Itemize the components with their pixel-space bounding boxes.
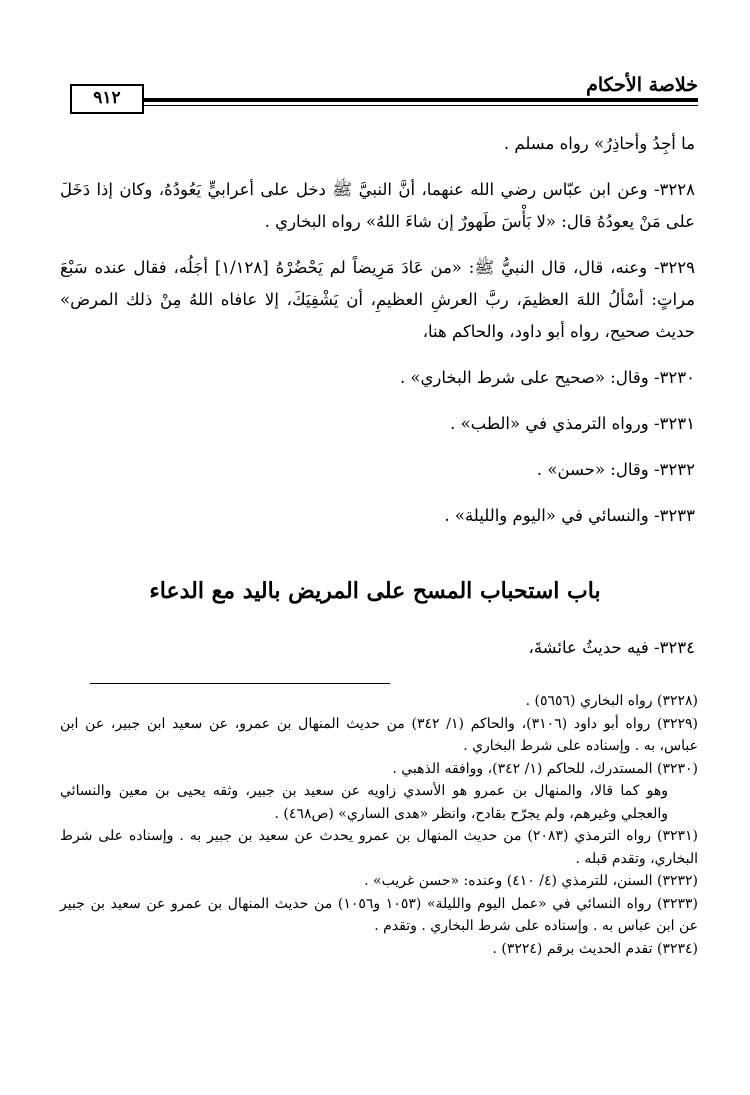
- header-rule-thick: [70, 98, 698, 102]
- footnote: (٣٢٢٨) رواه البخاري (٥٦٥٦) .: [525, 693, 698, 709]
- paragraph: ما أجِدُ وأحاذِرُ» رواه مسلم .: [503, 134, 695, 153]
- footnote-continuation: وهو كما قالا، والمنهال بن عمرو هو الأسدي زاويه عن سعيد بن جبير، وثقه يحيى بن معين والنسائي والعجلي وغيرهم، ولم يجرّح بقادح، وانظر «هدى الساري» (ص٤٦٨) .: [60, 783, 668, 822]
- main-text: [60, 128, 695, 532]
- hadith-3230: ٣٢٣٠- وقال: «صحيح على شرط البخاري» .: [399, 368, 695, 387]
- footnotes: [60, 690, 698, 960]
- section-heading: باب استحباب المسح على المريض باليد مع الدعاء: [149, 578, 601, 604]
- footnote-separator: [90, 683, 390, 684]
- footnote: (٣٢٣١) رواه الترمذي (٢٠٨٣) من حديث المنهال بن عمرو يحدث عن سعيد بن جبير به . وإسناده على شرط البخاري، وتقدم قبله .: [60, 828, 698, 867]
- hadith-3229: ٣٢٢٩- وعنه، قال، قال النبيُّ ﷺ: «من عَادَ مَرِيضاً لم يَحْضُرْهُ [١/١٢٨] أجَلُه، فقال عنده سَبْعَ مراتٍ: أسْألُ اللهَ العظيمَ، ربَّ العرشِ العظيمِ، أن يَشْفِيَكَ، إلا عافاه اللهُ مِنْ ذلك المرض» حديث صحيح، رواه أبو داود، والحاكم هنا،: [60, 258, 695, 341]
- page-number: ٩١٢: [70, 84, 144, 114]
- hadith-3233: ٣٢٣٣- والنسائي في «اليوم والليلة» .: [444, 506, 695, 525]
- hadith-3228: ٣٢٢٨- وعن ابن عبّاس رضي الله عنهما، أنَّ النبيَّ ﷺ دخل على أعرابيٍّ يَعُودُهُ، وكان إذا دَخَلَ على مَنْ يعودُهُ قال: «لا بَأْسَ طَهورٌ إن شاءَ اللهُ» رواه البخاري .: [60, 180, 695, 231]
- page-header: [70, 72, 698, 112]
- footnote: (٣٢٣٣) رواه النسائي في «عمل اليوم والليلة» (١٠٥٣ و١٠٥٦) من حديث المنهال بن عمرو عن سعيد بن جبير عن ابن عباس به . وإسناده على شرط البخاري . وتقدم .: [60, 895, 698, 934]
- hadith-3232: ٣٢٣٢- وقال: «حسن» .: [536, 460, 695, 479]
- hadith-3234: ٣٢٣٤- فيه حديثُ عائشةَ،: [528, 638, 695, 657]
- footnote: (٣٢٣٠) المستدرك، للحاكم (١/ ٣٤٢)، ووافقه الذهبي .: [392, 760, 698, 777]
- main-text-after-heading: [60, 632, 695, 664]
- running-title: خلاصة الأحكام: [576, 74, 698, 96]
- header-rule-thin: [70, 105, 698, 106]
- footnote: (٣٢٢٩) رواه أبو داود (٣١٠٦)، والحاكم (١/ ٣٤٢) من حديث المنهال بن عمرو، عن سعيد ابن جبير، عن ابن عباس، به . وإسناده على شرط البخاري .: [60, 715, 698, 754]
- footnote: (٣٢٣٢) السنن، للترمذي (٤/ ٤١٠) وعنده: «حسن غريب» .: [364, 873, 698, 889]
- footnote: (٣٢٣٤) تقدم الحديث برقم (٣٢٢٤) .: [492, 940, 698, 957]
- hadith-3231: ٣٢٣١- ورواه الترمذي في «الطب» .: [450, 414, 695, 433]
